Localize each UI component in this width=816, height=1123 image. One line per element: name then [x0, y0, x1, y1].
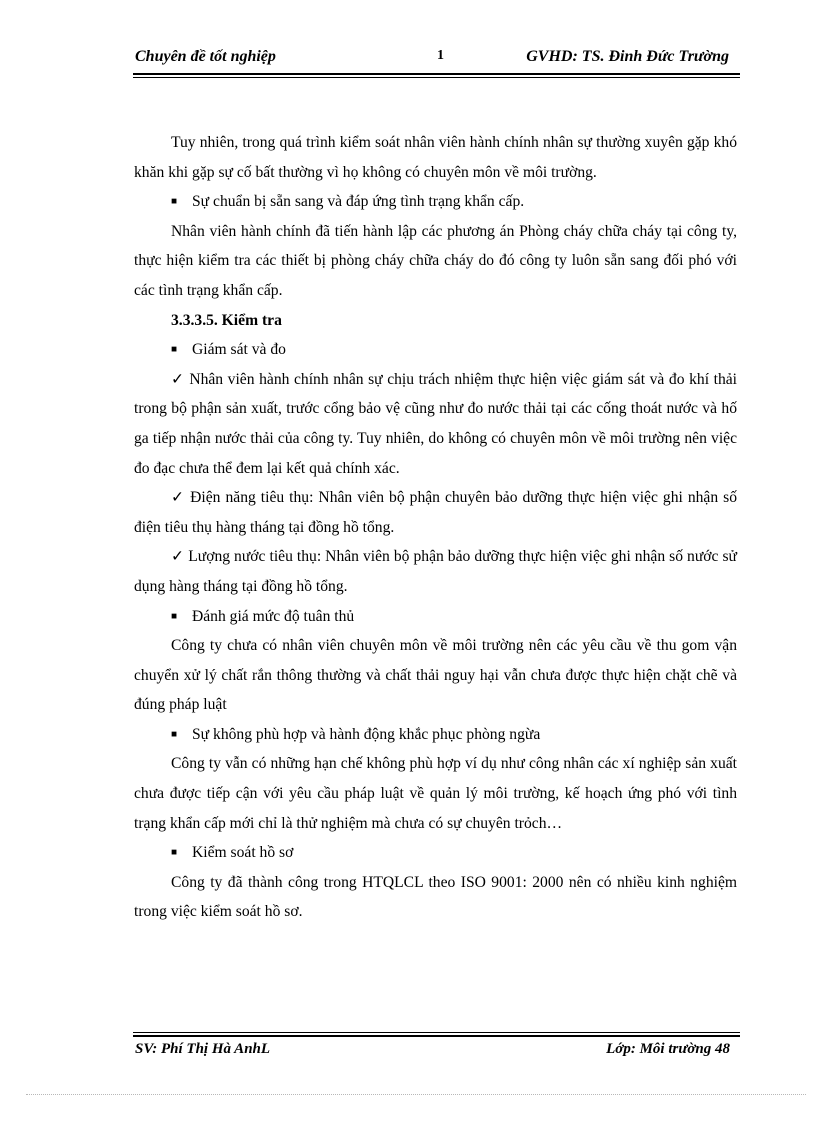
check-text: Điện năng tiêu thụ: Nhân viên bộ phận chuyên bảo dưỡng thực hiện việc ghi nhận số điện tiêu thụ hàng tháng tại đồng hồ tổng.: [134, 489, 737, 536]
square-bullet-icon: ■: [171, 847, 178, 859]
page-header: [133, 46, 733, 72]
bullet-text: Kiểm soát hồ sơ: [192, 844, 294, 862]
square-bullet-icon: ■: [171, 728, 178, 740]
footer-rule-thin: [133, 1032, 740, 1033]
checkmark-icon: ✓: [171, 489, 191, 507]
bullet-item: [134, 720, 737, 750]
square-bullet-icon: ■: [171, 610, 178, 622]
checkmark-icon: ✓: [171, 548, 189, 566]
page-boundary-dotted-line: [26, 1094, 806, 1095]
check-paragraph: [134, 483, 737, 542]
bullet-text: Giám sát và đo: [192, 341, 286, 359]
page-number: 1: [437, 48, 444, 63]
section-heading: 3.3.3.5. Kiểm tra: [171, 311, 282, 329]
header-rule-thick: [133, 73, 740, 75]
document-body: [134, 128, 737, 927]
bullet-item: [134, 335, 737, 365]
paragraph: Tuy nhiên, trong quá trình kiểm soát nhân viên hành chính nhân sự thường xuyên gặp khó khăn khi gặp sự cố bất thường vì họ không có chuyên môn về môi trường.: [134, 134, 737, 181]
bullet-item: [134, 838, 737, 868]
paragraph: Nhân viên hành chính đã tiến hành lập các phương án Phòng cháy chữa cháy tại công ty, thực hiện kiểm tra các thiết bị phòng cháy chữa cháy do đó công ty luôn sẵn sang đối phó với các tình trạng khẩn cấp.: [134, 222, 737, 299]
bullet-text: Sự chuẩn bị sẵn sang và đáp ứng tình trạng khẩn cấp.: [192, 193, 525, 211]
check-paragraph: [134, 365, 737, 483]
checkmark-icon: ✓: [171, 370, 190, 388]
check-text: Lượng nước tiêu thụ: Nhân viên bộ phận bảo dưỡng thực hiện việc ghi nhận số nước sử dụng hàng tháng tại đồng hồ tổng.: [134, 548, 737, 595]
bullet-text: Đánh giá mức độ tuân thủ: [192, 607, 355, 625]
footer-rule-thick: [133, 1035, 740, 1037]
header-rule-thin: [133, 77, 740, 78]
paragraph: Công ty vẫn có những hạn chế không phù hợp ví dụ như công nhân các xí nghiệp sản xuất chưa được tiếp cận với yêu cầu pháp luật về quản lý môi trường, kế hoạch ứng phó với tình trạng khẩn cấp mới chỉ là thử nghiệm mà chưa có sự chuyên trỏch…: [134, 755, 737, 832]
bullet-text: Sự không phù hợp và hành động khắc phục phòng ngừa: [192, 725, 541, 743]
check-paragraph: [134, 542, 737, 601]
square-bullet-icon: ■: [171, 196, 178, 208]
paragraph: Công ty chưa có nhân viên chuyên môn về môi trường nên các yêu cầu về thu gom vận chuyển xử lý chất rắn thông thường và chất thải nguy hại vẫn chưa được thực hiện chặt chẽ và đúng pháp luật: [134, 637, 737, 714]
square-bullet-icon: ■: [171, 344, 178, 356]
bullet-item: [134, 187, 737, 217]
check-text: Nhân viên hành chính nhân sự chịu trách nhiệm thực hiện việc giám sát và đo khí thải trong bộ phận sản xuất, trước cổng bảo vệ cũng như đo nước thải tại các cống thoát nước và hố ga tiếp nhận nước thải của công ty. Tuy nhiên, do không có chuyên môn về môi trường nên việc đo đạc chưa thể đem lại kết quả chính xác.: [134, 370, 737, 477]
bullet-item: [134, 602, 737, 632]
footer-class: Lớp: Môi trường 48: [606, 1041, 730, 1057]
header-title: Chuyên đề tốt nghiệp: [135, 48, 276, 65]
footer-student: SV: Phí Thị Hà AnhL: [135, 1041, 271, 1057]
header-supervisor: GVHD: TS. Đinh Đức Trường: [526, 48, 729, 65]
page-footer: [133, 1039, 740, 1059]
paragraph: Công ty đã thành công trong HTQLCL theo ISO 9001: 2000 nên có nhiều kinh nghiệm trong việc kiểm soát hồ sơ.: [134, 873, 737, 921]
